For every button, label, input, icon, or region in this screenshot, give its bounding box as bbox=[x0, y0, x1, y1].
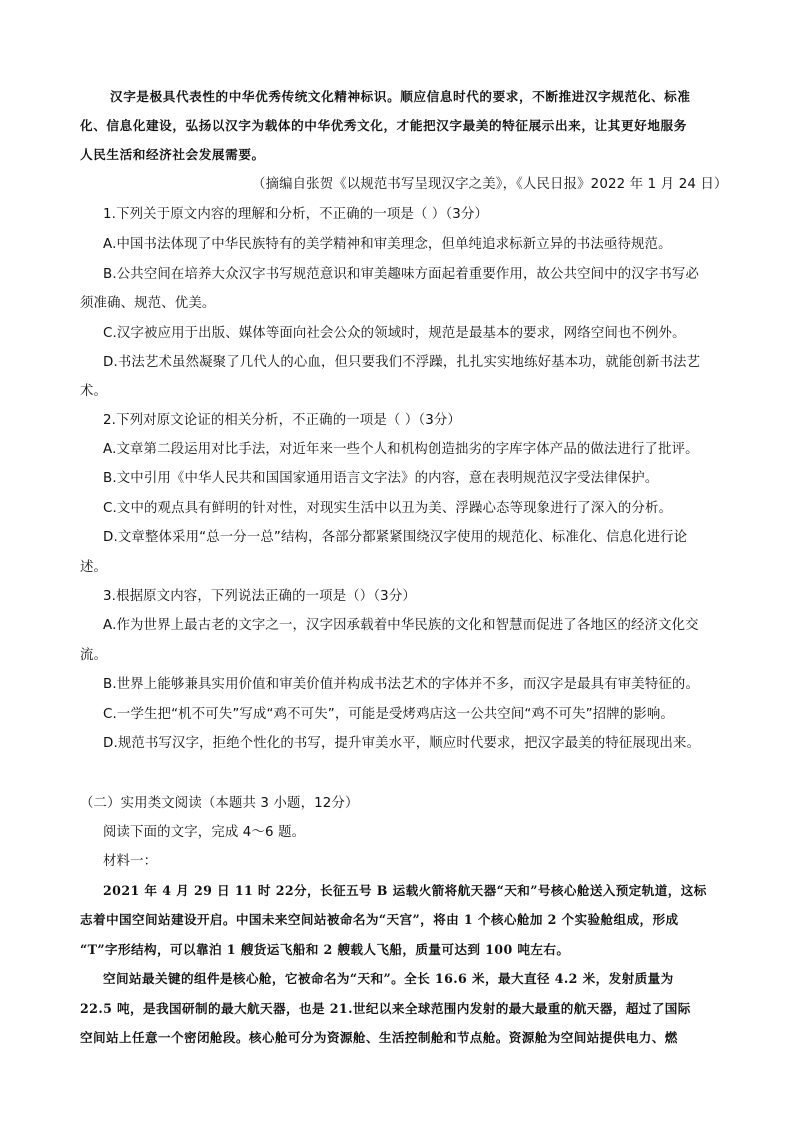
question-1-option-b-cont: 须准确、规范、优美。 bbox=[80, 296, 216, 311]
material-paragraph-line: 2021 年 4 月 29 日 11 时 22分，长征五号 B 运载火箭将航天器“天和”号核心舱送入预定轨道，这标 bbox=[103, 883, 707, 898]
section-instruction: 阅读下面的文字，完成 4～6 题。 bbox=[103, 825, 306, 840]
material-paragraph-line: 志着中国空间站建设开启。中国未来空间站被命名为“天宫”，将由 1 个核心舱加 2 个实验舱组成，形成 bbox=[80, 912, 679, 927]
section-heading: （二）实用类文阅读（本题共 3 小题，12分） bbox=[80, 796, 359, 811]
question-1-option-a: A.中国书法体现了中华民族特有的美学精神和审美理念，但单纯追求标新立异的书法亟待规范。 bbox=[103, 237, 672, 252]
question-2-stem: 2.下列对原文论证的相关分析，不正确的一项是（ ）（3分） bbox=[103, 413, 461, 428]
question-3-stem: 3.根据原文内容，下列说法正确的一项是（）（3分） bbox=[103, 589, 416, 604]
question-3-option-d: D.规范书写汉字，拒绝个性化的书写，提升审美水平，顺应时代要求，把汉字最美的特征展现出来。 bbox=[103, 736, 701, 751]
question-3-option-c: C.一学生把“机不可失”写成“鸡不可失”，可能是受烤鸡店这一公共空间“鸡不可失”招牌的影响。 bbox=[103, 707, 674, 722]
question-1-option-d: D.书法艺术虽然凝聚了几代人的心血，但只要我们不浮躁，扎扎实实地练好基本功，就能创新书法艺 bbox=[103, 355, 701, 370]
material-paragraph-line: 空间站上任意一个密闭舱段。核心舱可分为资源舱、生活控制舱和节点舱。资源舱为空间站提供电力、燃 bbox=[80, 1030, 678, 1045]
material-paragraph-line: “T”字形结构，可以靠泊 1 艘货运飞船和 2 艘载人飞船，质量可达到 100 吨左右。 bbox=[80, 942, 570, 957]
passage-line: 人民生活和经济社会发展需要。 bbox=[80, 147, 265, 162]
material-paragraph-line: 空间站最关键的组件是核心舱，它被命名为“天和”。全长 16.6 米，最大直径 4.2 米，发射质量为 bbox=[103, 971, 674, 986]
question-2-option-b: B.文中引用《中华人民共和国国家通用语言文字法》的内容，意在表明规范汉字受法律保护。 bbox=[103, 471, 659, 486]
question-3-option-b: B.世界上能够兼具实用价值和审美价值并构成书法艺术的字体并不多，而汉字是最具有审美特征的。 bbox=[103, 677, 699, 692]
question-1-option-c: C.汉字被应用于出版、媒体等面向社会公众的领域时，规范是最基本的要求，网络空间也不例外。 bbox=[103, 326, 686, 341]
question-1-stem: 1.下列关于原文内容的理解和分析，不正确的一项是（ ）（3分） bbox=[103, 207, 489, 222]
passage-line: 汉字是极具代表性的中华优秀传统文化精神标识。顺应信息时代的要求，不断推进汉字规范化、标准 bbox=[110, 89, 691, 104]
question-2-option-d: D.文章整体采用“总一分一总”结构，各部分都紧紧围绕汉字使用的规范化、标准化、信息化进行论 bbox=[103, 530, 688, 545]
citation: （摘编自张贺《以规范书写呈现汉字之美》，《人民日报》2022 年 1 月 24 日） bbox=[252, 177, 728, 192]
question-3-option-a-cont: 流。 bbox=[80, 648, 108, 663]
question-2-option-a: A.文章第二段运用对比手法，对近年来一些个人和机构创造拙劣的字库字体产品的做法进行了批评。 bbox=[103, 442, 699, 457]
material-paragraph-line: 22.5 吨，是我国研制的最大航天器，也是 21.世纪以来全球范围内发射的最大最重的航天器，超过了国际 bbox=[80, 1001, 691, 1016]
material-label: 材料一： bbox=[103, 854, 158, 869]
passage-line: 化、信息化建设，弘扬以汉字为载体的中华优秀文化，才能把汉字最美的特征展示出来，让其更好地服务 bbox=[80, 118, 687, 133]
question-1-option-d-cont: 术。 bbox=[80, 384, 108, 399]
question-3-option-a: A.作为世界上最古老的文字之一，汉字因承载着中华民族的文化和智慧而促进了各地区的经济文化交 bbox=[103, 618, 699, 633]
question-1-option-b: B.公共空间在培养大众汉字书写规范意识和审美趣味方面起着重要作用，故公共空间中的汉字书写必 bbox=[103, 267, 699, 282]
question-2-option-d-cont: 述。 bbox=[80, 560, 108, 575]
question-2-option-c: C.文中的观点具有鲜明的针对性，对现实生活中以丑为美、浮躁心态等现象进行了深入的分析。 bbox=[103, 501, 673, 516]
